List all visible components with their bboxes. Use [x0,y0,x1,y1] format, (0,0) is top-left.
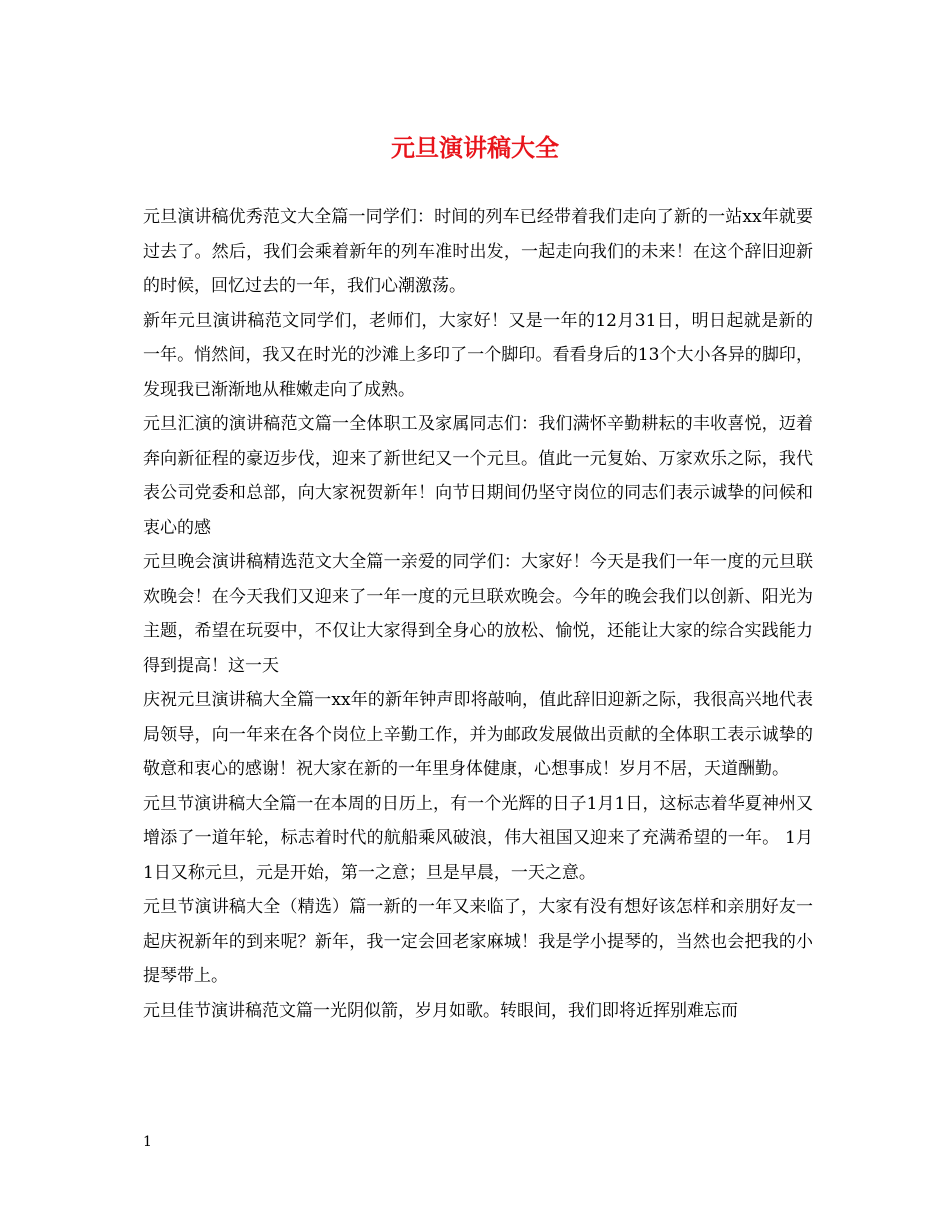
paragraph: 元旦演讲稿优秀范文大全篇一同学们：时间的列车已经带着我们走向了新的一站xx年就要过去了。然后，我们会乘着新年的列车准时出发，一起走向我们的未来！在这个辞旧迎新的时候，回忆过去的一年，我们心潮激荡。 [143,207,813,296]
paragraph: 元旦晚会演讲稿精选范文大全篇一亲爱的同学们：大家好！今天是我们一年一度的元旦联欢晚会！在今天我们又迎来了一年一度的元旦联欢晚会。今年的晚会我们以创新、阳光为主题，希望在玩耍中，不仅让大家得到全身心的放松、愉悦，还能让大家的综合实践能力得到提高！这一天 [143,552,813,676]
paragraph: 元旦汇演的演讲稿范文篇一全体职工及家属同志们：我们满怀辛勤耕耘的丰收喜悦，迈着奔向新征程的豪迈步伐，迎来了新世纪又一个元旦。值此一元复始、万家欢乐之际，我代表公司党委和总部，向大家祝贺新年！向节日期间仍坚守岗位的同志们表示诚挚的问候和衷心的感 [143,414,813,538]
paragraph: 庆祝元旦演讲稿大全篇一xx年的新年钟声即将敲响，值此辞旧迎新之际，我很高兴地代表局领导，向一年来在各个岗位上辛勤工作，并为邮政发展做出贡献的全体职工表示诚挚的敬意和衷心的感谢！祝大家在新的一年里身体健康，心想事成！岁月不居，天道酬勤。 [143,690,813,779]
paragraph: 元旦佳节演讲稿范文篇一光阴似箭，岁月如歌。转眼间，我们即将近挥别难忘而 [143,1000,738,1021]
paragraph: 新年元旦演讲稿范文同学们，老师们，大家好！又是一年的12月31日，明日起就是新的一年。悄然间，我又在时光的沙滩上多印了一个脚印。看看身后的13个大小各异的脚印，发现我已渐渐地从稚嫩走向了成熟。 [143,310,813,400]
document-body [143,200,813,1028]
paragraph: 元旦节演讲稿大全篇一在本周的日历上，有一个光辉的日子1月1日，这标志着华夏神州又增添了一道年轮，标志着时代的航船乘风破浪，伟大祖国又迎来了充满希望的一年。 1月1日又称元旦，元是开始，第一之意；旦是早晨，一天之意。 [143,793,813,883]
page-number: 1 [143,1134,152,1150]
paragraph: 元旦节演讲稿大全（精选）篇一新的一年又来临了，大家有没有想好该怎样和亲朋好友一起庆祝新年的到来呢？新年，我一定会回老家麻城！我是学小提琴的，当然也会把我的小提琴带上。 [143,897,813,986]
document-title: 元旦演讲稿大全 [391,133,559,162]
